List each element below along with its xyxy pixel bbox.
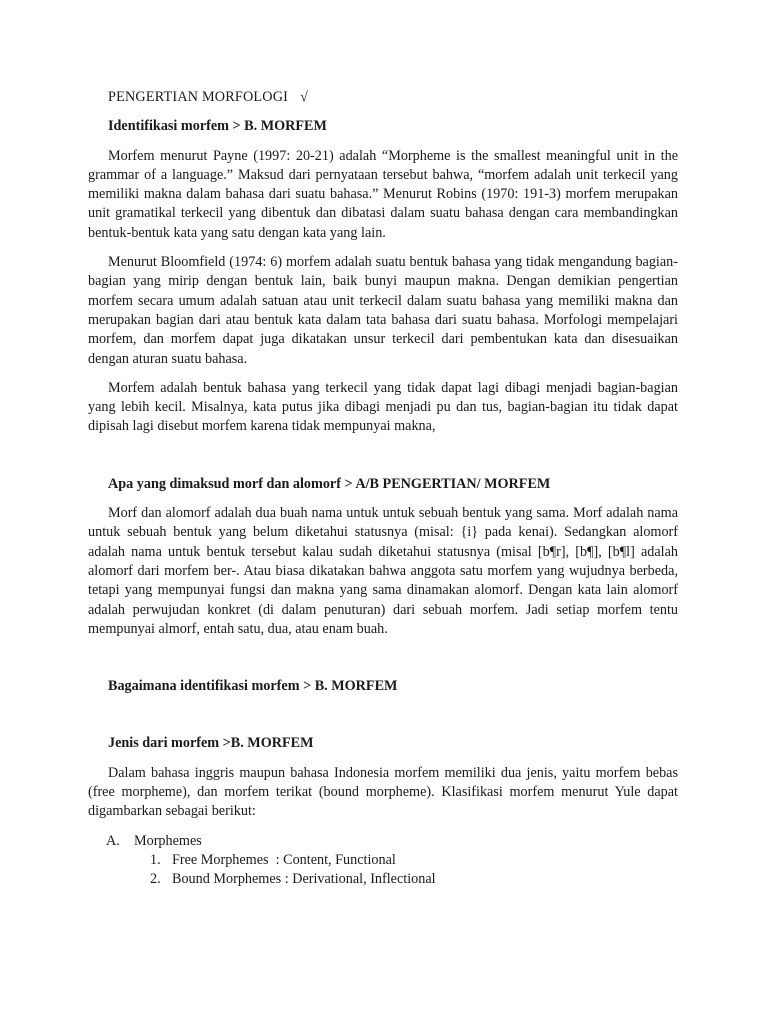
section-heading-morf-alomorf: Apa yang dimaksud morf dan alomorf > A/B PENGERTIAN/ MORFEM <box>108 475 551 492</box>
paragraph-jenis-morfem: Dalam bahasa inggris maupun bahasa Indonesia morfem memiliki dua jenis, yaitu morfem bebas (free morpheme), dan morfem terikat (bound morpheme). Klasifikasi morfem menurut Yule dapat digambarkan sebagai berikut: <box>88 764 678 820</box>
list-item <box>106 832 678 890</box>
list-item-text: Bound Morphemes : Derivational, Inflectional <box>172 871 436 888</box>
document-title <box>88 88 678 107</box>
paragraph-payne: Morfem menurut Payne (1997: 20-21) adalah “Morpheme is the smallest meaningful unit in the grammar of a language.” Maksud dari pernyataan tersebut bahwa, “morfem adalah unit terkecil yang memiliki makna dalam bahasa dari suatu bahasa.” Menurut Robins (1970: 191-3) morfem merupakan unit gramatikal terkecil yang dibentuk dan dibatasi dalam suatu bahasa dengan cara membandingkan bentuk-bentuk kata yang satu dengan kata yang lain. <box>88 147 678 241</box>
checkmark-icon: √ <box>300 89 309 105</box>
list-item <box>150 870 678 889</box>
section-heading-identifikasi: Identifikasi morfem > B. MORFEM <box>108 118 327 135</box>
list-marker: 2. <box>150 871 161 888</box>
paragraph-morf-alomorf: Morf dan alomorf adalah dua buah nama untuk untuk sebuah bentuk yang sama. Morf adalah nama untuk sebuah bentuk yang belum diketahui statusnya (misal: {i} pada kenai). Sedangkan alomorf adalah nama untuk bentuk tersebut kalau sudah diketahui statusnya (misal [b¶r], [b¶], [b¶l] adalah alomorf dari morfem ber-. Atau biasa dikatakan bahwa anggota satu morfem yang wujudnya berbeda, tetapi yang mempunyai fungsi dan makna yang sama dinamakan alomorf. Dengan kata lain alomorf adalah perwujudan konkret (di dalam penuturan) dari sebuah morfem. Jadi setiap morfem tentu mempunyai almorf, entah satu, dua, atau enam buah. <box>88 505 678 637</box>
list-marker: A. <box>106 832 120 849</box>
morpheme-sublist <box>106 851 678 890</box>
morpheme-list <box>88 832 678 890</box>
paragraph-morfem-definition: Morfem adalah bentuk bahasa yang terkecil yang tidak dapat lagi dibagi menjadi bagian-bagian yang lebih kecil. Misalnya, kata putus jika dibagi menjadi pu dan tus, bagian-bagian itu tidak dapat dipisah lagi disebut morfem karena tidak mempunyai makna, <box>88 379 678 435</box>
list-label: Morphemes <box>134 832 202 849</box>
document-page <box>88 88 678 890</box>
section-heading-jenis: Jenis dari morfem >B. MORFEM <box>108 735 314 752</box>
list-marker: 1. <box>150 851 161 868</box>
title-text: PENGERTIAN MORFOLOGI <box>108 89 289 105</box>
paragraph-bloomfield: Menurut Bloomfield (1974: 6) morfem adalah suatu bentuk bahasa yang tidak mengandung bagian-bagian yang mirip dengan bentuk lain, baik bunyi maupun makna. Dengan demikian pengertian morfem secara umum adalah satuan atau unit terkecil dalam suatu bahasa yang memiliki makna dan merupakan bagian dari atau bentuk kata dalam tata bahasa dari suatu bahasa. Morfologi mempelajari morfem, dan morfem dapat juga dikatakan unsur terkecil dari pembentukan kata dan disesuaikan dengan aturan suatu bahasa. <box>88 254 678 367</box>
list-item <box>150 851 678 870</box>
section-heading-bagaimana: Bagaimana identifikasi morfem > B. MORFEM <box>108 678 398 695</box>
list-item-text: Free Morphemes : Content, Functional <box>172 851 396 868</box>
